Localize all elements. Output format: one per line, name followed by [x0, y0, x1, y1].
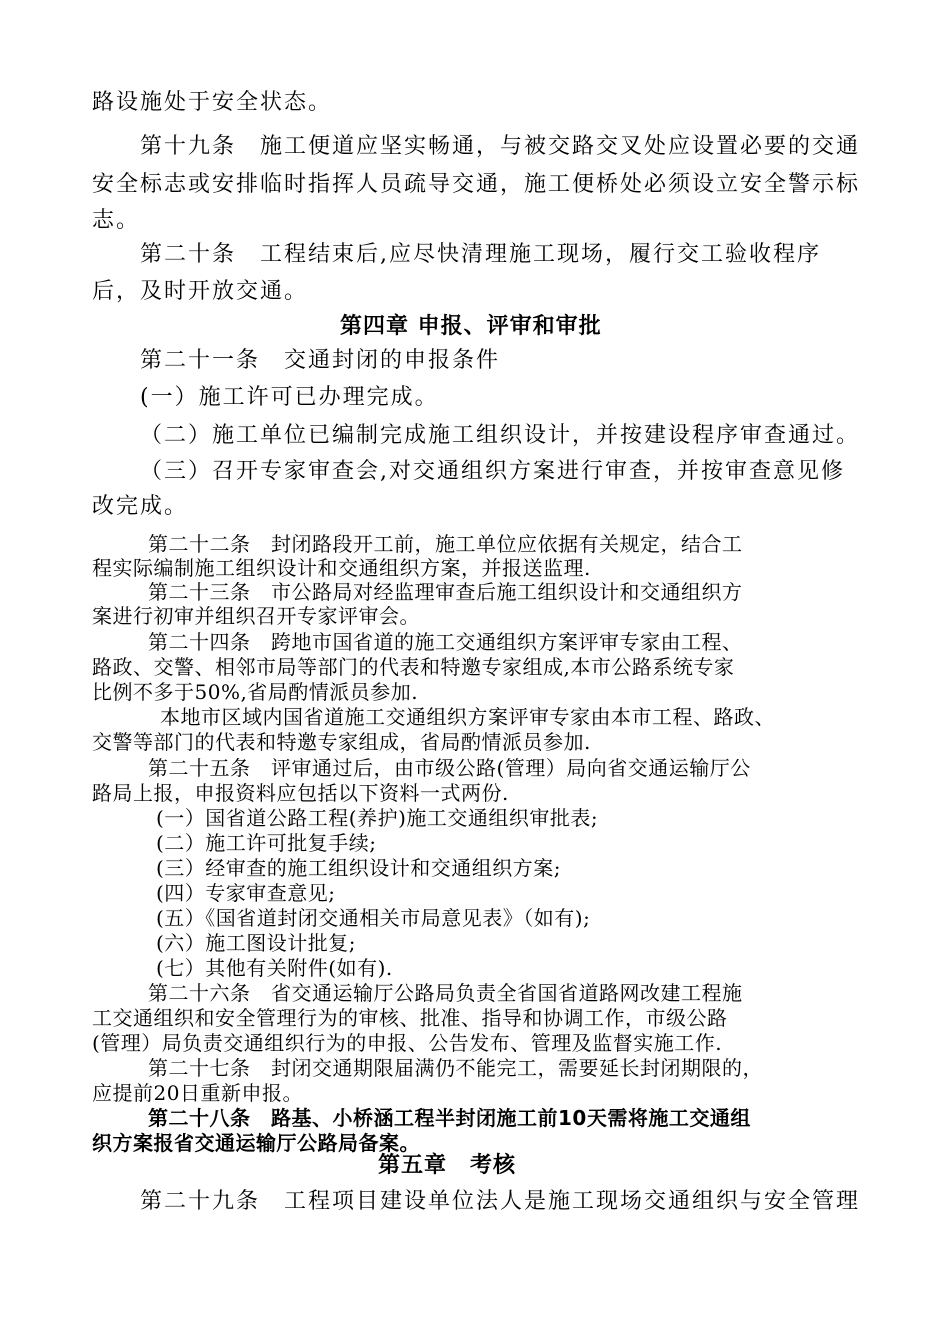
list-item: (七）其他有关附件(如有). — [156, 956, 393, 980]
article-27-line: 第二十七条 封闭交通期限届满仍不能完工，需要延长封闭期限的， — [148, 1056, 763, 1080]
article-28-line: 第二十八条 路基、小桥涵工程半封闭施工前10天需将施工交通组 — [148, 1106, 751, 1130]
paragraph-line: 程实际编制施工组织设计和交通组织方案，并报送监理. — [92, 556, 591, 580]
list-item: (二）施工许可批复手续; — [156, 831, 377, 855]
article-24-line: 第二十四条 跨地市国省道的施工交通组织方案评审专家由工程、 — [148, 630, 743, 654]
article-26-line: 第二十六条 省交通运输厅公路局负责全省国省道路网改建工程施 — [148, 981, 743, 1005]
article-22-line: 第二十二条 封闭路段开工前，施工单位应依据有关规定，结合工 — [148, 532, 743, 556]
paragraph-line: 织方案报省交通运输厅公路局备案。 — [92, 1131, 420, 1155]
list-item: (一）施工许可已办理完成。 — [140, 385, 439, 410]
paragraph-line: 比例不多于50%,省局酌情派员参加. — [92, 680, 419, 704]
article-25-line: 第二十五条 评审通过后，由市级公路(管理）局向省交通运输厅公 — [148, 756, 751, 780]
list-item: (四）专家审查意见; — [156, 881, 336, 905]
chapter-5-heading: 第五章 考核 — [378, 1153, 517, 1178]
paragraph-line: 后，及时开放交通。 — [92, 279, 309, 304]
paragraph-line: 本地市区域内国省道施工交通组织方案评审专家由本市工程、路政、 — [160, 705, 775, 729]
paragraph-line: 路政、交警、相邻市局等部门的代表和特邀专家组成,本市公路系统专家 — [92, 655, 735, 679]
paragraph-line: 路设施处于安全状态。 — [92, 90, 333, 115]
list-item: (五）《国省道封闭交通相关市局意见表》（如有); — [156, 906, 591, 930]
paragraph-line: 交警等部门的代表和特邀专家组成，省局酌情派员参加. — [92, 730, 591, 754]
article-19-line: 第十九条 施工便道应坚实畅通，与被交路交叉处应设置必要的交通 — [140, 134, 861, 159]
article-23-line: 第二十三条 市公路局对经监理审查后施工组织设计和交通组织方 — [148, 580, 743, 604]
paragraph-line: 应提前20日重新申报。 — [92, 1081, 303, 1105]
paragraph-line: 安全标志或安排临时指挥人员疏导交通，施工便桥处必须设立安全警示标 — [92, 172, 861, 197]
list-item: （三）召开专家审查会,对交通组织方案进行审查，并按审查意见修 — [140, 459, 845, 484]
article-20-line: 第二十条 工程结束后,应尽快清理施工现场，履行交工验收程序 — [140, 242, 821, 267]
paragraph-line: 路局上报，申报资料应包括以下资料一式两份. — [92, 781, 509, 805]
paragraph-line: 改完成。 — [92, 494, 189, 519]
paragraph-line: (管理）局负责交通组织行为的申报、公告发布、管理及监督实施工作. — [92, 1031, 723, 1055]
list-item: (六）施工图设计批复; — [156, 931, 357, 955]
list-item: (一）国省道公路工程(养护)施工交通组织审批表; — [156, 806, 599, 830]
article-21-line: 第二十一条 交通封闭的申报条件 — [140, 348, 501, 373]
paragraph-line: 工交通组织和安全管理行为的审核、批准、指导和协调工作，市级公路 — [92, 1006, 728, 1030]
list-item: (三）经审查的施工组织设计和交通组织方案; — [156, 856, 562, 880]
list-item: （二）施工单位已编制完成施工组织设计，并按建设程序审查通过。 — [140, 423, 861, 448]
article-29-line: 第二十九条 工程项目建设单位法人是施工现场交通组织与安全管理 — [140, 1189, 861, 1214]
paragraph-line: 案进行初审并组织召开专家评审会。 — [92, 604, 420, 628]
chapter-4-heading: 第四章 申报、评审和审批 — [340, 314, 602, 339]
paragraph-line: 志。 — [92, 208, 141, 233]
